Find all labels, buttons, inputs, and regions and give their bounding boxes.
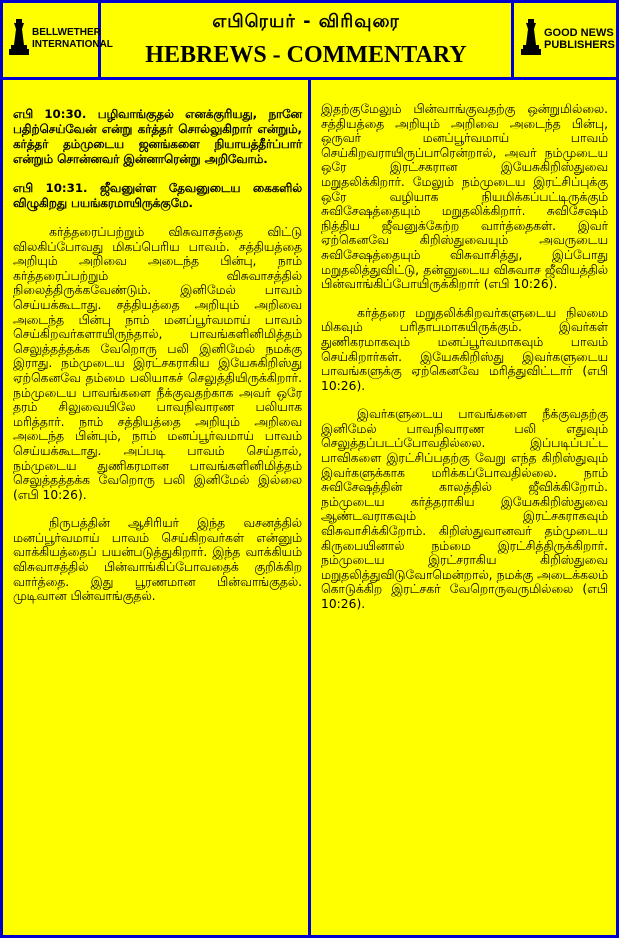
commentary-paragraph: நிருபத்தின் ஆசிரியர் இந்த வசனத்தில் மனப்பூர்வமாய் பாவம் செய்கிறவர்கள் என்னும் வாக்கியத்தைப் பயன்படுத்துகிறார். இந்த வாக்கியம் விசுவாசத்தில் பின்வாங்கிப்போவதைக் குறிக்கிற வார்த்தை. இது பூரணமான பின்வாங்குதல். முடிவான பின்வாங்குதல். bbox=[13, 516, 302, 604]
good-news-logo-line1: GOOD NEWS bbox=[544, 27, 614, 39]
page-header bbox=[3, 3, 616, 77]
title-tamil: எபிரெயர் - விரிவுரை bbox=[212, 11, 400, 32]
bellwether-logo-line1: BELLWETHER bbox=[32, 27, 101, 38]
good-news-logo-box bbox=[511, 3, 616, 77]
bellwether-logo-box bbox=[3, 3, 113, 77]
right-column bbox=[311, 80, 616, 935]
chess-piece-icon bbox=[521, 17, 541, 57]
good-news-logo-line2: PUBLISHERS bbox=[544, 39, 615, 51]
verse-10-31: எபி 10:31. ஜீவனுள்ள தேவனுடைய கைகளில் விழுகிறது பயங்கரமாயிருக்குமே. bbox=[13, 181, 302, 210]
chess-piece-icon bbox=[8, 17, 30, 57]
commentary-paragraph: கர்த்தரை மறுதலிக்கிறவர்களுடைய நிலமை மிகவும் பரிதாபமாகயிருக்கும். இவர்கள் துணிகரமாகவும் மனப்பூர்வமாகவும் பாவம் செய்கிறார்கள். இயேசுகிறிஸ்து இவர்களுடைய பாவங்களுக்கு ஏற்கெனவே மரித்துவிட்டார் (எபி 10:26). bbox=[321, 305, 608, 393]
title-block bbox=[101, 3, 511, 77]
verse-10-30: எபி 10:30. பழிவாங்குதல் எனக்குரியது, நானே பதிற்செய்வேன் என்று கர்த்தர் சொல்லுகிறார் என்றும், கர்த்தர் தம்முடைய ஜனங்களை நியாயத்தீர்ப்பார் என்றும் சொன்னவர் இன்னாரென்று அறிவோம். bbox=[13, 107, 302, 166]
bellwether-logo-line2: INTERNATIONAL bbox=[32, 39, 113, 50]
left-column bbox=[3, 80, 308, 935]
commentary-paragraph: இதற்குமேலும் பின்வாங்குவதற்கு ஒன்றுமில்லை. சத்தியத்தை அறியும் அறிவை அடைந்த பின்பு, ஒருவர் மனப்பூர்வமாய் பாவம் செய்கிறவராயிருப்பாரென்றால், அவர் நம்முடைய ஒரே இரட்சகரான இயேசுகிறிஸ்துவை மறுதலிக்கிறார். மேலும் நம்முடைய இரட்சிப்புக்கு ஒரே வழியாக நியமிக்கப்பட்டிருக்கும் சுவிசேஷத்தையும் மறுதலிக்கிறார். சுவிசேஷம் நித்திய ஜீவனுக்கேற்ற வார்த்தைகள். இவர் ஏற்கெனவே கிறிஸ்துவையும் அவருடைய சுவிசேஷத்தையும் விசுவாசித்து, இப்போது மறுதலித்துவிட்டு, தன்னுடைய விசுவாச ஜீவியத்தில் பின்வாங்கிப்போயிருக்கிறார் (எபி 10:26). bbox=[321, 102, 608, 292]
commentary-paragraph: கர்த்தரைப்பற்றும் விசுவாசத்தை விட்டு விலகிப்போவது மிகப்பெரிய பாவம். சத்தியத்தை அறியும் அறிவை அடைந்த பின்பு, நாம் கர்த்தரைப்பற்றும் விசுவாசத்தில் நிலைத்திருக்கவேண்டும். இனிமேல் பாவம் செய்யக்கூடாது. சத்தியத்தை அறியும் அறிவை அடைந்த பின்பு நாம் மனப்பூர்வமாய் பாவம் செய்கிறவர்களாயிருந்தால், பாவங்களினிமித்தம் செலுத்தத்தக்க வேறொரு பலி இனிமேல் நமக்கு இராது. நம்முடைய இரட்சகராகிய இயேசுகிறிஸ்து ஏற்கெனவே தம்மை பலியாகச் செலுத்தியிருக்கிறார். நம்முடைய பாவங்களை நீக்குவதற்காக அவர் ஒரே தரம் சிலுவையிலே பாவநிவாரண பலியாக மரித்தார். நாம் சத்தியத்தை அறியும் அறிவை அடைந்த பின்பும், நாம் மனப்பூர்வமாய் பாவம் செய்யக்கூடாது. அப்படி பாவம் செய்தால், நம்முடைய துணிகரமான பாவங்களினிமித்தம் செலுத்தத்தக்க வேறொரு பலி இனிமேல் இல்லை (எபி 10:26). bbox=[13, 225, 302, 502]
commentary-paragraph: இவர்களுடைய பாவங்களை நீக்குவதற்கு இனிமேல் பாவநிவாரண பலி எதுவும் செலுத்தப்படப்போவதில்லை. இப்படிப்பட்ட பாவிகளை இரட்சிப்பதற்கு வேறு எந்த கிறிஸ்துவும் இவர்களுக்காக மரிக்கப்போவதில்லை. நாம் சுவிசேஷத்தின் காலத்தில் ஜீவிக்கிறோம். நம்முடைய கர்த்தராகிய இயேசுகிறிஸ்துவை ஆண்டவராகவும் இரட்சகராகவும் விசுவாசிக்கிறோம். கிறிஸ்துவானவர் தம்முடைய கிருபையினால் நம்மை இரட்சித்திருக்கிறார். நம்முடைய இரட்சராகிய கிறிஸ்துவை மறுதலித்துவிடுவோமென்றால், நமக்கு அடைக்கலம் கொடுக்கிற இரட்சகர் வேறொருவருமில்லை (எபி 10:26). bbox=[321, 407, 608, 611]
good-news-logo-text bbox=[544, 27, 615, 51]
title-english: HEBREWS - COMMENTARY bbox=[145, 42, 467, 68]
